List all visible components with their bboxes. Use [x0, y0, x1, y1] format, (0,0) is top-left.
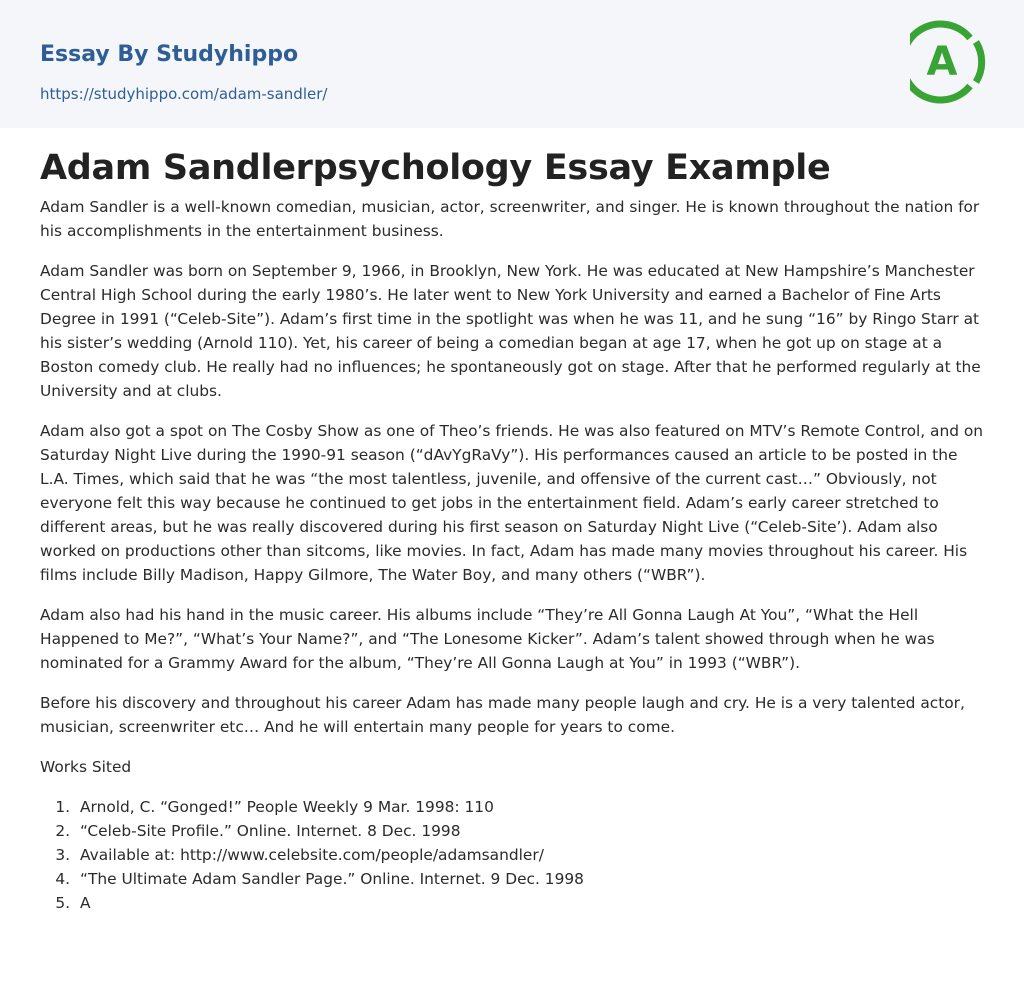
list-item: 4. “The Ultimate Adam Sandler Page.” Online. Internet. 9 Dec. 1998 [55, 870, 584, 888]
paragraph-conclusion: Before his discovery and throughout his career Adam has made many people laugh and cry. He is a very talented actor, musician, screenwriter etc… And he will entertain many people for years to come. [40, 694, 965, 736]
article-content [40, 145, 990, 915]
list-item: 2. “Celeb-Site Profile.” Online. Internet. 8 Dec. 1998 [55, 822, 461, 840]
site-header [0, 0, 1024, 128]
list-item: 3. Available at: http://www.celebsite.com/people/adamsandler/ [55, 846, 544, 864]
references-list [40, 795, 990, 915]
logo-letter: A [926, 39, 958, 85]
page-title: Adam Sandlerpsychology Essay Example [40, 148, 831, 188]
source-url-link[interactable]: https://studyhippo.com/adam-sandler/ [40, 85, 328, 103]
paragraph-music: Adam also had his hand in the music career. His albums include “They’re All Gonna Laugh At You”, “What the Hell Happened to Me?”, “What’s Your Name?”, and “The Lonesome Kicker”. Adam’s talent showed through when he was nominated for a Grammy Award for the album, “They’re All Gonna Laugh at You” in 1993 (“WBR”). [40, 606, 935, 672]
list-item: 5. A [55, 894, 91, 912]
logo[interactable] [910, 18, 988, 106]
list-item: 1. Arnold, C. “Gonged!” People Weekly 9 Mar. 1998: 110 [55, 798, 494, 816]
paragraph-early-life: Adam Sandler was born on September 9, 1966, in Brooklyn, New York. He was educated at New Hampshire’s Manchester Central High School during the early 1980’s. He later went to New York University and earned a Bachelor of Fine Arts Degree in 1991 (“Celeb-Site”). Adam’s first time in the spotlight was when he was 11, and he sung “16” by Ringo Starr at his sister’s wedding (Arnold 110). Yet, his career of being a comedian began at age 17, when he got up on stage at a Boston comedy club. He really had no influences; he spontaneously got on stage. After that he performed regularly at the University and at clubs. [40, 262, 981, 400]
works-cited-heading: Works Sited [40, 758, 132, 776]
paragraph-career: Adam also got a spot on The Cosby Show as one of Theo’s friends. He was also featured on MTV’s Remote Control, and on Saturday Night Live during the 1990-91 season (“dAvYgRaVy”). His performances caused an article to be posted in the L.A. Times, which said that he was “the most talentless, juvenile, and offensive of the current cast…” Obviously, not everyone felt this way because he continued to get jobs in the entertainment field. Adam’s early career stretched to different areas, but he was really discovered during his first season on Saturday Night Live (“Celeb-Site’). Adam also worked on productions other than sitcoms, like movies. In fact, Adam has made many movies throughout his career. His films include Billy Madison, Happy Gilmore, The Water Boy, and many others (“WBR”). [40, 422, 984, 584]
paragraph-intro: Adam Sandler is a well-known comedian, musician, actor, screenwriter, and singer. He is known throughout the nation for his accomplishments in the entertainment business. [40, 198, 980, 240]
brand-title[interactable]: Essay By Studyhippo [40, 42, 299, 67]
